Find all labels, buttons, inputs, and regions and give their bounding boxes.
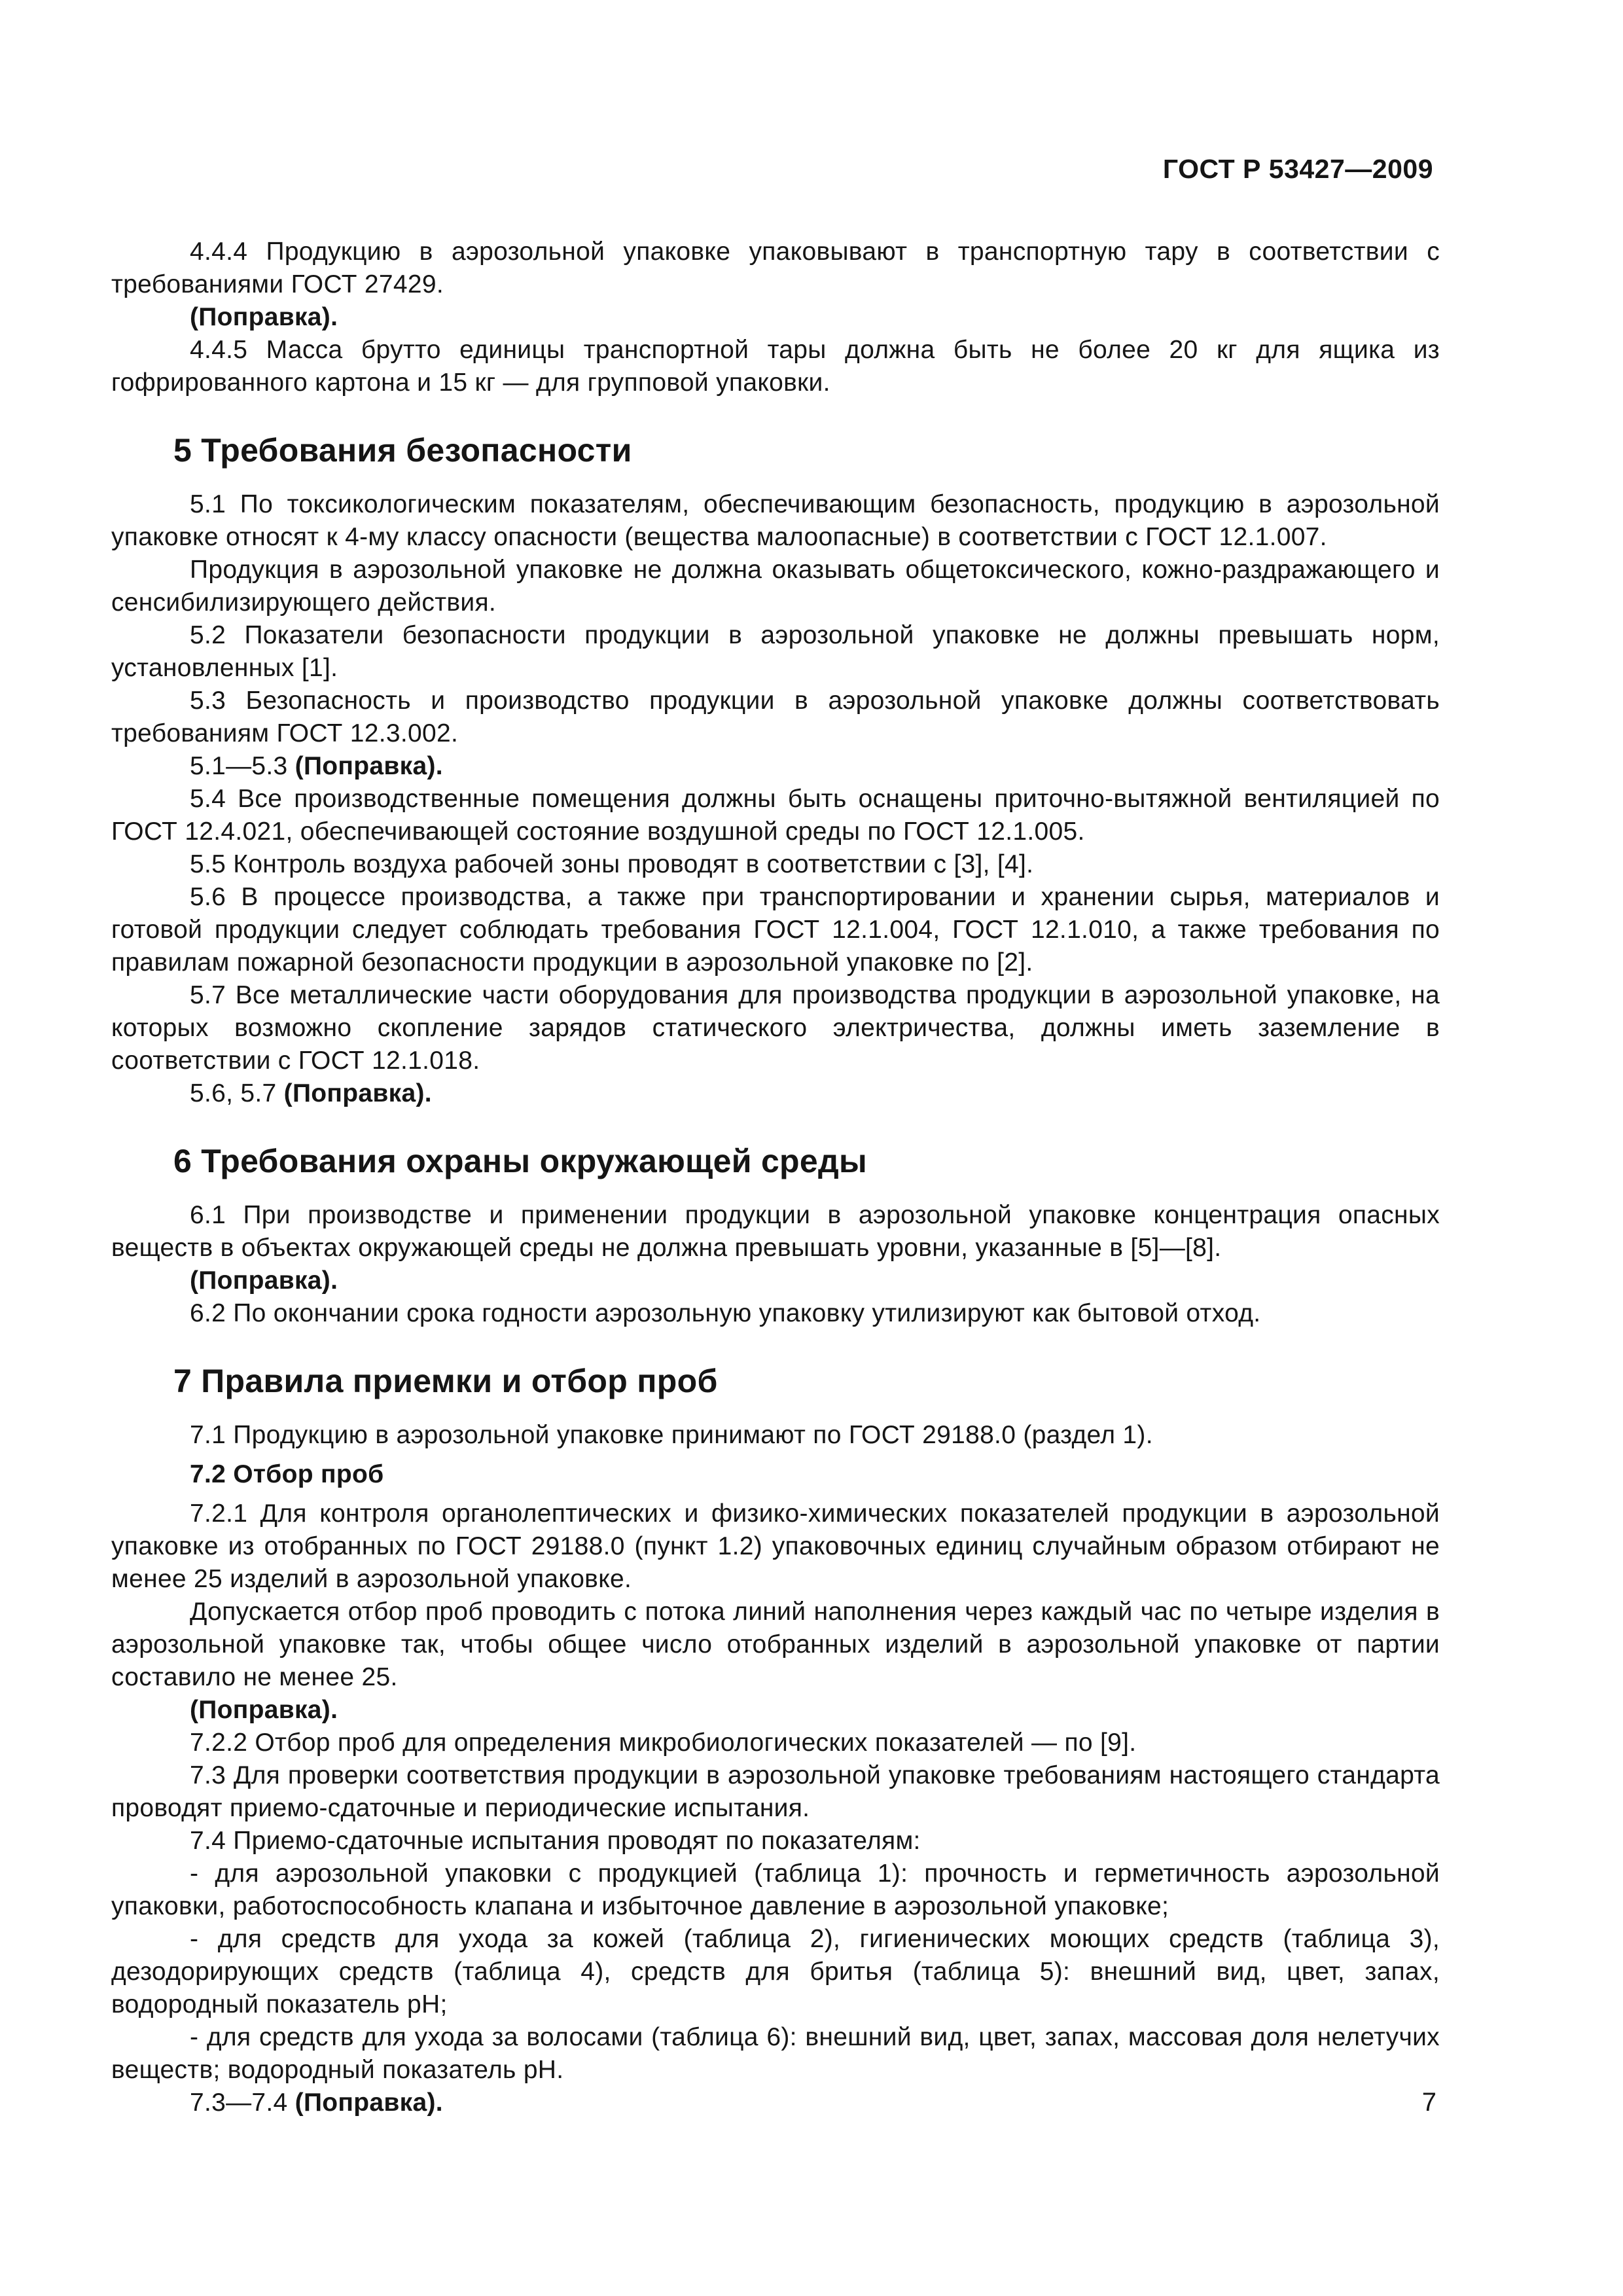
- paragraph-5-5: 5.5 Контроль воздуха рабочей зоны проводят в соответствии с [3], [4].: [190, 850, 1034, 878]
- amendment-note-7-3-7-4: [111, 2087, 1440, 2119]
- paragraph-5-7: 5.7 Все металлические части оборудования для производства продукции в аэрозольной упаковке, на которых возможно скопление зарядов статического электричества, должны иметь заземление в соответствии с ГОСТ 12.1.018.: [111, 981, 1440, 1075]
- paragraph-4-4-4: 4.4.4 Продукцию в аэрозольной упаковке упаковывают в транспортную тару в соответствии с требованиями ГОСТ 27429.: [111, 238, 1440, 298]
- section-7-heading: 7 Правила приемки и отбор проб: [173, 1363, 718, 1399]
- paragraph-7-2-2: 7.2.2 Отбор проб для определения микробиологических показателей — по [9].: [190, 1729, 1137, 1757]
- amendment-note: (Поправка).: [190, 1266, 338, 1295]
- paragraph-7-1: 7.1 Продукцию в аэрозольной упаковке принимают по ГОСТ 29188.0 (раздел 1).: [190, 1421, 1153, 1449]
- paragraph-5-1-continued: Продукция в аэрозольной упаковке не должна оказывать общетоксического, кожно-раздражающего и сенсибилизирующего действия.: [111, 556, 1440, 617]
- section-6-heading: 6 Требования охраны окружающей среды: [173, 1143, 868, 1179]
- amendment-note-5-6-5-7: [111, 1077, 1440, 1110]
- paragraph-5-2: 5.2 Показатели безопасности продукции в аэрозольной упаковке не должны превышать норм, установленных [1].: [111, 621, 1440, 682]
- paragraph-5-3: 5.3 Безопасность и производство продукции в аэрозольной упаковке должны соответствовать требованиям ГОСТ 12.3.002.: [111, 687, 1440, 747]
- amendment-ref: 5.6, 5.7: [190, 1079, 277, 1107]
- amendment-label: (Поправка).: [294, 752, 443, 780]
- paragraph-7-2-1-continued: Допускается отбор проб проводить с потока линий наполнения через каждый час по четыре изделия в аэрозольной упаковке так, чтобы общее число отобранных изделий в аэрозольной упаковке от партии составило не менее 25.: [111, 1598, 1440, 1691]
- amendment-ref: 5.1—5.3: [190, 752, 288, 780]
- amendment-note: (Поправка).: [190, 303, 338, 331]
- paragraph-5-6: 5.6 В процессе производства, а также при транспортировании и хранении сырья, материалов и готовой продукции следует соблюдать требования ГОСТ 12.1.004, ГОСТ 12.1.010, а также требования по правилам пожарной безопасности продукции в аэрозольной упаковке по [2].: [111, 883, 1440, 977]
- paragraph-4-4-5: 4.4.5 Масса брутто единицы транспортной тары должна быть не более 20 кг для ящика из гофрированного картона и 15 кг — для групповой упаковки.: [111, 336, 1440, 397]
- paragraph-7-3: 7.3 Для проверки соответствия продукции в аэрозольной упаковке требованиям настоящего стандарта проводят приемо-сдаточные и периодические испытания.: [111, 1761, 1440, 1822]
- amendment-label: (Поправка).: [283, 1079, 432, 1107]
- paragraph-6-2: 6.2 По окончании срока годности аэрозольную упаковку утилизируют как бытовой отход.: [190, 1299, 1261, 1327]
- amendment-label: (Поправка).: [294, 2089, 443, 2117]
- document-header: ГОСТ Р 53427—2009: [1162, 154, 1433, 184]
- paragraph-6-1: 6.1 При производстве и применении продукции в аэрозольной упаковке концентрация опасных веществ в объектах окружающей среды не должна превышать уровни, указанные в [5]—[8].: [111, 1201, 1440, 1262]
- paragraph-7-2-1: 7.2.1 Для контроля органолептических и физико-химических показателей продукции в аэрозольной упаковке из отобранных по ГОСТ 29188.0 (пункт 1.2) упаковочных единиц случайным образом отбирают не менее 25 изделий в аэрозольной упаковке.: [111, 1499, 1440, 1593]
- list-item: - для средств для ухода за волосами (таблица 6): внешний вид, цвет, запах, массовая доля нелетучих веществ; водородный показатель pH.: [111, 2023, 1440, 2084]
- amendment-ref: 7.3—7.4: [190, 2089, 288, 2117]
- page-number: 7: [1421, 2088, 1436, 2117]
- list-item: - для аэрозольной упаковки с продукцией (таблица 1): прочность и герметичность аэрозольной упаковки, работоспособность клапана и избыточное давление в аэрозольной упаковке;: [111, 1859, 1440, 1920]
- amendment-note: (Поправка).: [190, 1696, 338, 1724]
- page-body: [111, 236, 1440, 2119]
- list-item: - для средств для ухода за кожей (таблица 2), гигиенических моющих средств (таблица 3), дезодорирующих средств (таблица 4), средств для бритья (таблица 5): внешний вид, цвет, запах, водородный показатель pH;: [111, 1925, 1440, 2018]
- subsection-7-2-heading: 7.2 Отбор проб: [190, 1460, 384, 1488]
- paragraph-7-4: 7.4 Приемо-сдаточные испытания проводят по показателям:: [190, 1827, 921, 1855]
- amendment-note-5-1-5-3: [111, 750, 1440, 783]
- paragraph-5-1: 5.1 По токсикологическим показателям, обеспечивающим безопасность, продукцию в аэрозольной упаковке относят к 4-му классу опасности (вещества малоопасные) в соответствии с ГОСТ 12.1.007.: [111, 490, 1440, 551]
- section-5-heading: 5 Требования безопасности: [173, 432, 632, 469]
- paragraph-5-4: 5.4 Все производственные помещения должны быть оснащены приточно-вытяжной вентиляцией по ГОСТ 12.4.021, обеспечивающей состояние воздушной среды по ГОСТ 12.1.005.: [111, 785, 1440, 846]
